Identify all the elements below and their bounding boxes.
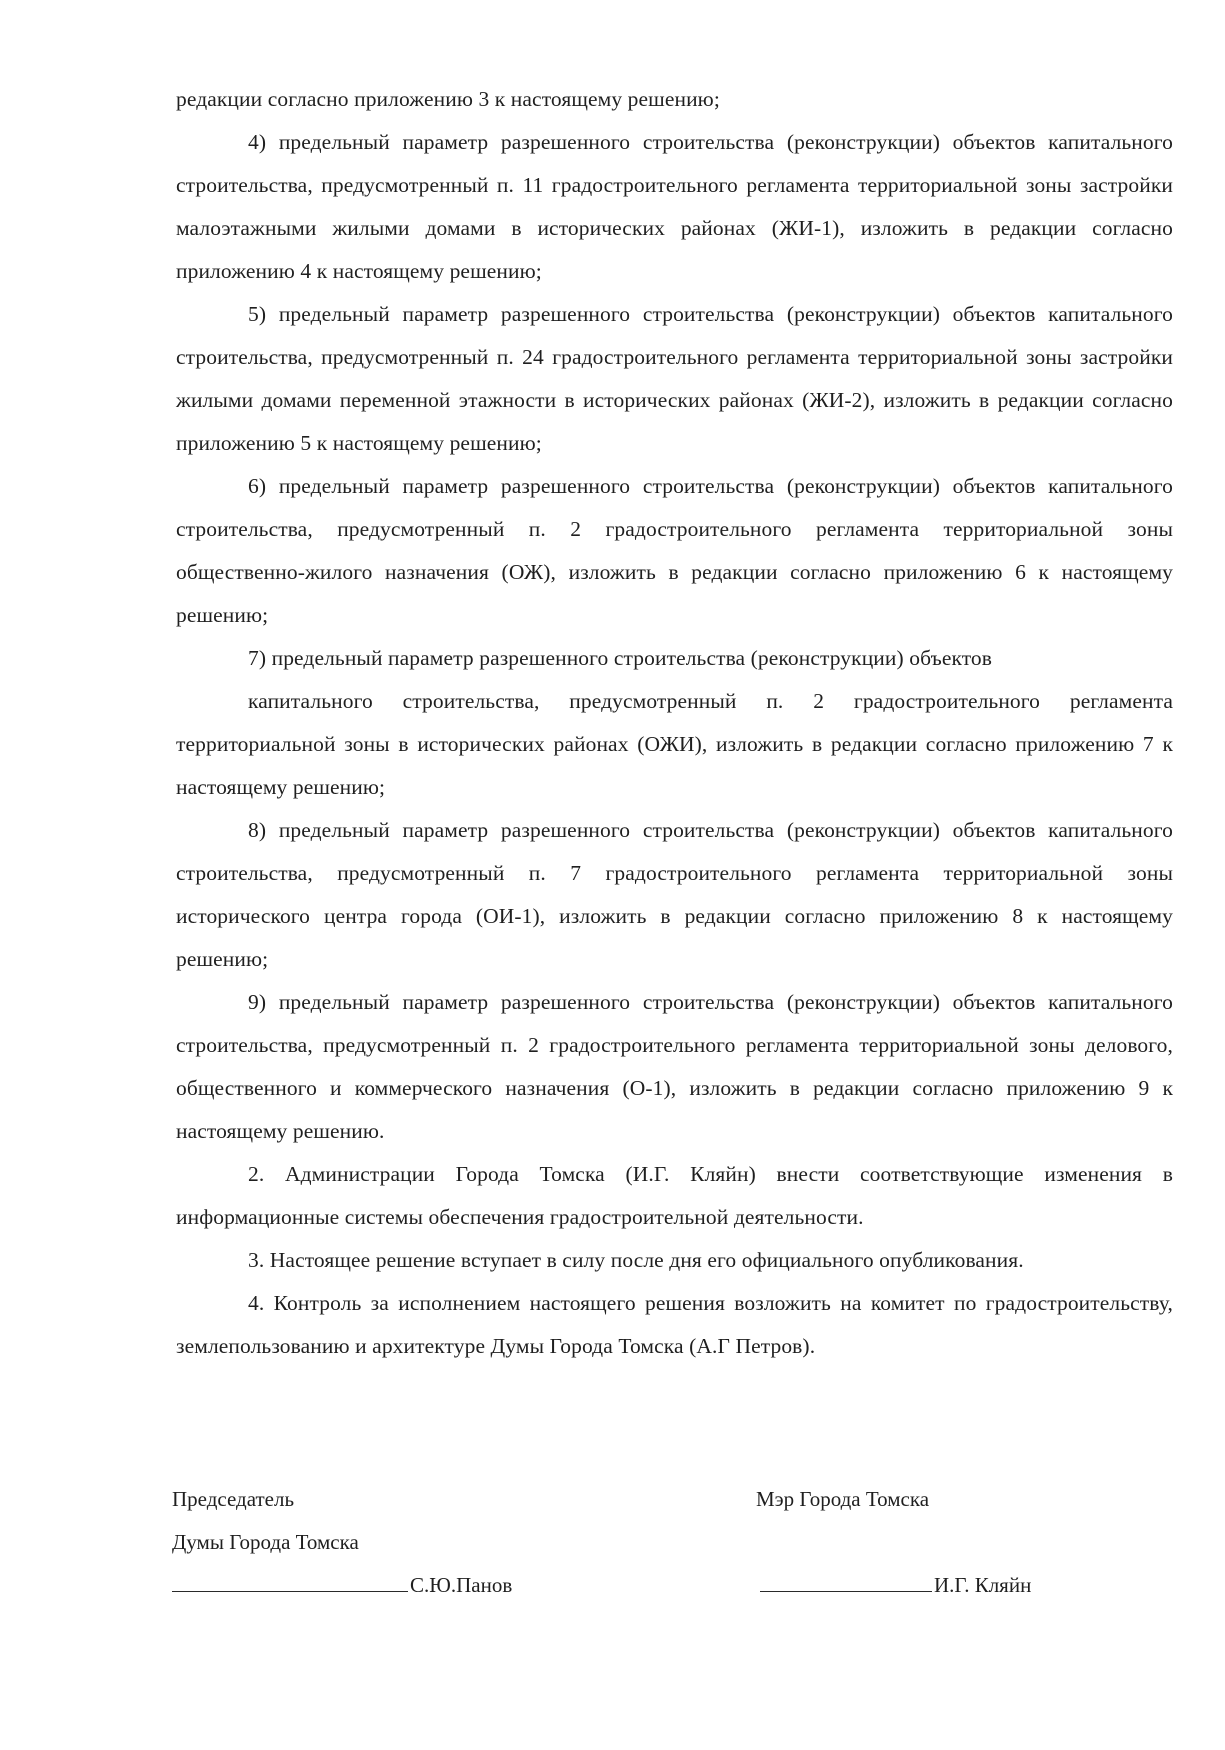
spacer xyxy=(756,1521,1176,1564)
signature-right xyxy=(756,1478,1176,1607)
paragraph-clause-3: 3. Настоящее решение вступает в силу после дня его официального опубликования. xyxy=(248,1248,1024,1272)
paragraph-item-7-line2: капитального строительства, предусмотренный п. 2 градостроительного регламента xyxy=(248,689,1173,713)
duma-title: Думы Города Томска xyxy=(172,1530,359,1554)
paragraph-item-4: 4) предельный параметр разрешенного строительства (реконструкции) объектов капитального строительства, предусмотренный п. 11 градостроительного регламента территориальной зоны застройки малоэтажными жилыми домами в исторических районах (ЖИ-1), изложить в редакции согласно приложению 4 к настоящему решению; xyxy=(176,130,1173,283)
chairman-name: С.Ю.Панов xyxy=(410,1573,513,1597)
signature-underline xyxy=(760,1569,932,1592)
paragraph-item-7-body xyxy=(176,680,1173,809)
paragraph-item-7-rest: территориальной зоны в исторических районах (ОЖИ), изложить в редакции согласно приложению 7 к настоящему решению; xyxy=(176,732,1173,799)
signature-block xyxy=(172,1478,1172,1638)
paragraph-item-6: 6) предельный параметр разрешенного строительства (реконструкции) объектов капитального строительства, предусмотренный п. 2 градостроительного регламента территориальной зоны общественно-жилого назначения (ОЖ), изложить в редакции согласно приложению 6 к настоящему решению; xyxy=(176,474,1173,627)
document-body xyxy=(176,78,1173,1368)
mayor-title: Мэр Города Томска xyxy=(756,1487,930,1511)
paragraph-clause-2: 2. Администрации Города Томска (И.Г. Кляйн) внести соответствующие изменения в информационные системы обеспечения градостроительной деятельности. xyxy=(176,1162,1173,1229)
paragraph-clause-4: 4. Контроль за исполнением настоящего решения возложить на комитет по градостроительству, землепользованию и архитектуре Думы Города Томска (А.Г Петров). xyxy=(176,1291,1173,1358)
paragraph-continuation: редакции согласно приложению 3 к настоящему решению; xyxy=(176,87,720,111)
signature-underline xyxy=(172,1569,408,1592)
signature-left xyxy=(172,1478,592,1607)
paragraph-item-9: 9) предельный параметр разрешенного строительства (реконструкции) объектов капитального строительства, предусмотренный п. 2 градостроительного регламента территориальной зоны делового, общественного и коммерческого назначения (О-1), изложить в редакции согласно приложению 9 к настоящему решению. xyxy=(176,990,1173,1143)
mayor-name: И.Г. Кляйн xyxy=(934,1573,1032,1597)
paragraph-item-7-head: 7) предельный параметр разрешенного строительства (реконструкции) объектов xyxy=(248,646,993,670)
chairman-title: Председатель xyxy=(172,1487,295,1511)
mayor-signature-line xyxy=(756,1564,1176,1607)
paragraph-item-5: 5) предельный параметр разрешенного строительства (реконструкции) объектов капитального строительства, предусмотренный п. 24 градостроительного регламента территориальной зоны застройки жилыми домами переменной этажности в исторических районах (ЖИ-2), изложить в редакции согласно приложению 5 к настоящему решению; xyxy=(176,302,1173,455)
chairman-signature-line xyxy=(172,1564,592,1607)
paragraph-item-8: 8) предельный параметр разрешенного строительства (реконструкции) объектов капитального строительства, предусмотренный п. 7 градостроительного регламента территориальной зоны исторического центра города (ОИ-1), изложить в редакции согласно приложению 8 к настоящему решению; xyxy=(176,818,1173,971)
